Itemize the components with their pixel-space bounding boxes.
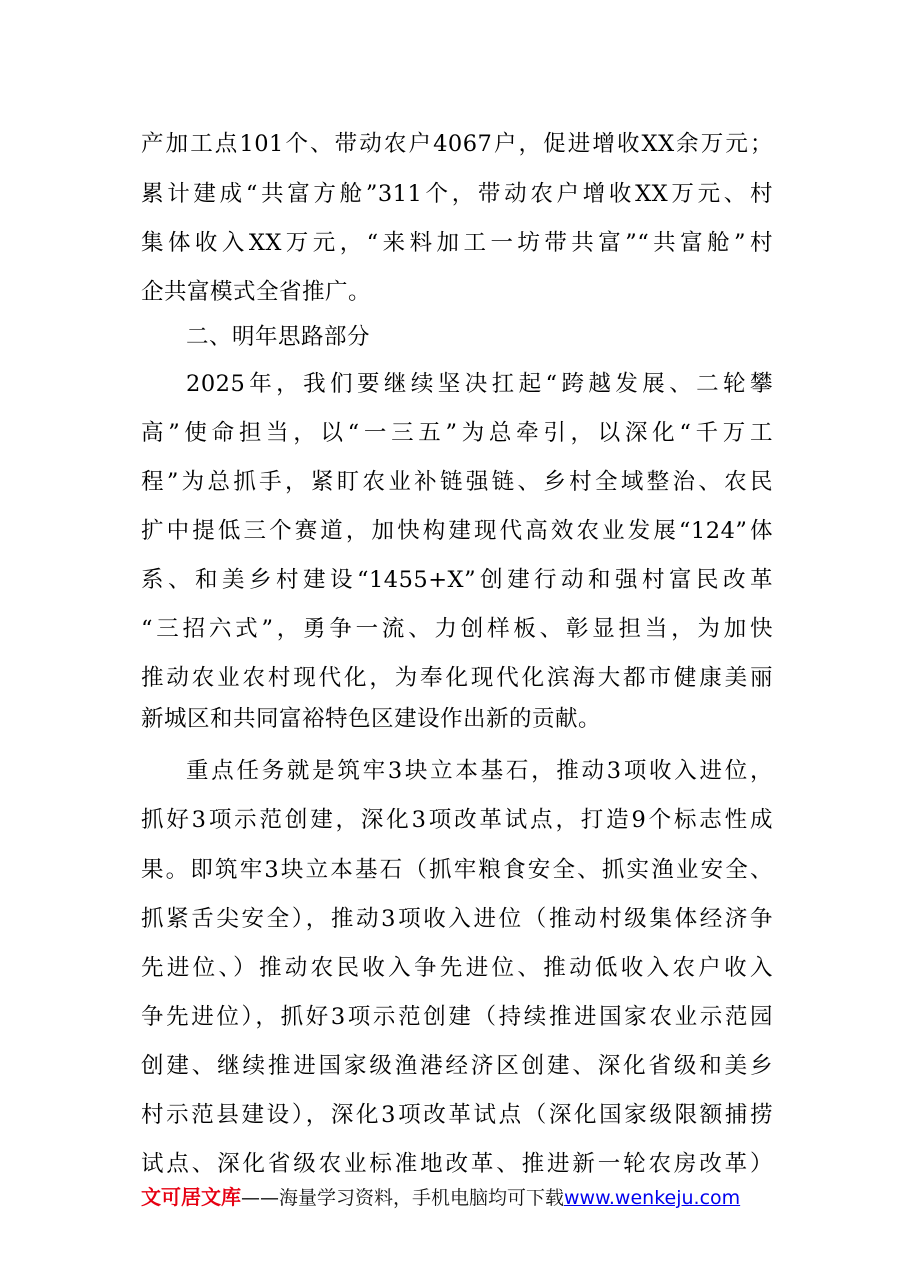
text-line: “三招六式”，勇争一流、力创样板、彰显担当，为加快 [141, 616, 773, 642]
text-line: 产加工点101个、带动农户4067户，促进增收XX余万元； [141, 131, 773, 157]
footer-slogan: ——海量学习资料，手机电脑均可下载 [241, 1187, 565, 1209]
text-line: 创建、继续推进国家级渔港经济区创建、深化省级和美乡 [141, 1053, 773, 1079]
section-heading: 二、明年思路部分 [186, 324, 371, 350]
text-line: 推动农业农村现代化，为奉化现代化滨海大都市健康美丽 [141, 665, 773, 691]
text-line: 抓紧舌尖安全），推动3项收入进位（推动村级集体经济争 [141, 906, 773, 932]
text-line: 扩中提低三个赛道，加快构建现代高效农业发展“124”体 [141, 518, 773, 544]
text-line: 累计建成“共富方舱”311个，带动农户增收XX万元、村 [141, 181, 773, 207]
text-line: 2025年，我们要继续坚决扛起“跨越发展、二轮攀 [186, 371, 773, 397]
text-line: 果。即筑牢3块立本基石（抓牢粮食安全、抓实渔业安全、 [141, 857, 773, 883]
text-line: 集体收入XX万元，“来料加工一坊带共富”“共富舱”村 [141, 230, 773, 256]
text-line: 高”使命担当，以“一三五”为总牵引，以深化“千万工 [141, 420, 773, 446]
text-line: 新城区和共同富裕特色区建设作出新的贡献。 [141, 706, 602, 732]
text-line: 企共富模式全省推广。 [141, 279, 372, 305]
footer-link[interactable]: www.wenkeju.com [564, 1187, 741, 1209]
footer-brand: 文可居文库 [141, 1185, 241, 1209]
text-line: 村示范县建设），深化3项改革试点（深化国家级限额捕捞 [141, 1102, 773, 1128]
text-line: 争先进位），抓好3项示范创建（持续推进国家农业示范园 [141, 1004, 773, 1030]
text-line: 先进位、）推动农民收入争先进位、推动低收入农户收入 [141, 955, 773, 981]
footer-banner [141, 1182, 773, 1212]
text-line: 抓好3项示范创建，深化3项改革试点，打造9个标志性成 [141, 807, 773, 833]
text-line: 试点、深化省级农业标准地改革、推进新一轮农房改革） [141, 1151, 773, 1177]
text-line: 系、和美乡村建设“1455+X”创建行动和强村富民改革 [141, 567, 773, 593]
text-line: 程”为总抓手，紧盯农业补链强链、乡村全域整治、农民 [141, 469, 773, 495]
text-line: 重点任务就是筑牢3块立本基石，推动3项收入进位， [186, 758, 773, 784]
